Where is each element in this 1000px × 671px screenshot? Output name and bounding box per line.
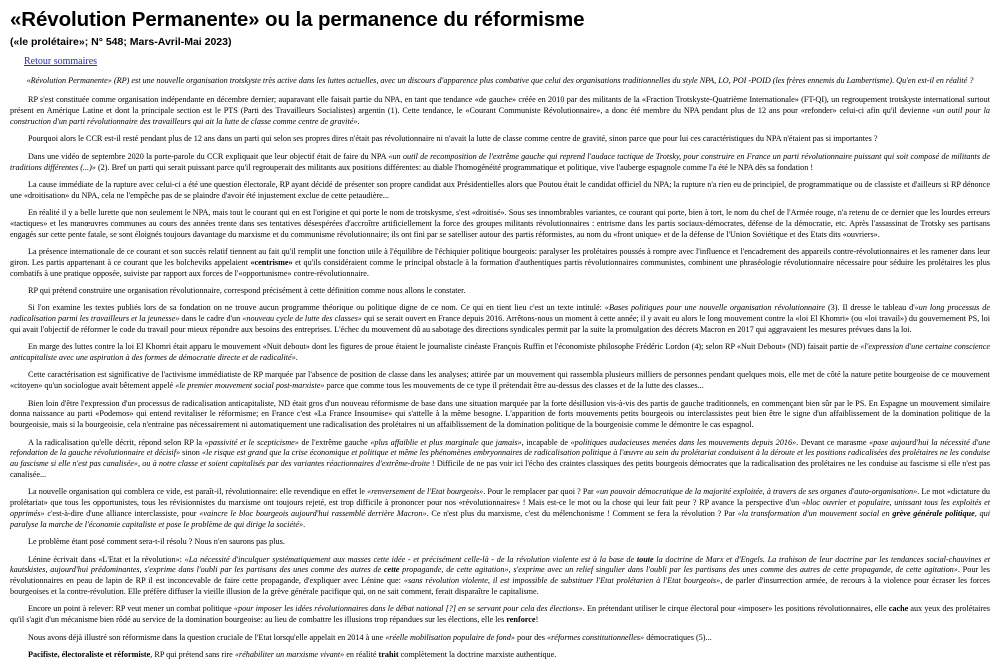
body-text: , de parler d'insurrection armée, de recours à la violence pour écraser les forces bourgeoises et la contre-révolution. Elle préfère diffuser la vieille illusion de la grève générale pacifique qui, on ne sait comment, ferait disparaître le capitalisme. — [10, 576, 990, 597]
body-text: Encore un point à relever: RP veut mener un combat politique — [28, 604, 234, 614]
par-caracterisation — [10, 370, 990, 392]
body-text: . Devant ce marasme — [796, 437, 870, 447]
par-centrisme — [10, 247, 990, 279]
quoted-italic-text: «l'expression d'une certaine conscience anticapitaliste avec une aspiration à des formes de démocratie directe et de radicalité» — [10, 342, 990, 363]
body-text: dans le cadre d'un — [179, 314, 243, 324]
body-text: Nous avons déjà illustré son réformisme dans la question cruciale de l'Etat lorsqu'elle appelait en 2014 à une — [28, 632, 386, 642]
par-conclusion — [10, 650, 990, 661]
par-fondation — [10, 95, 990, 127]
body-text: et qu'ils considéraient comme le principal obstacle à la formation d'authentiques partis révolutionnaires communistes, combinent une phraséologie révolutionnaire nécessaire pour séduire les prolétaires les plus combatifs à une pratique opposée, suiviste par rapport aux forces de l'«opportunisme» contre-révolutionnaire. — [10, 257, 990, 278]
back-to-index-link[interactable]: Retour sommaires — [24, 56, 98, 68]
body-text: démocratiques (5)... — [644, 632, 712, 642]
quoted-italic-text: «nouveau cycle de lutte des classes» — [242, 314, 362, 324]
quoted-italic-text: «politiques audacieuses menées dans les mouvements depuis 2016» — [570, 437, 797, 447]
article-body — [10, 95, 990, 660]
par-nuitdebout — [10, 342, 990, 364]
body-text: Dans une vidéo de septembre 2020 la porte-parole du CCR expliquait que leur objectif était de faire du NPA — [28, 151, 389, 161]
body-text: . Pour les révolutionnaires en peau de lapin de RP il est inconcevable de faire cette propagande, d'expliquer avec Lénine que: — [10, 565, 990, 586]
body-text: pour des — [514, 632, 548, 642]
body-text: . Le mot «dictature du prolétariat» que tous les opportunistes, tous les révisionnistes du marxisme ont toujours rejeté, est trop difficile à prononcer pour nos «révolutionnaires» ! Mais est-ce le mot ou la chose qui leur fait peur ? RP avance la perspective d'un — [10, 487, 991, 508]
body-text: Si l'on examine les textes publiés lors de sa fondation on ne trouve aucun programme théorique ou politique digne de ce nom. Ce qui en tient lieu c'est un texte intitulé: — [28, 303, 605, 313]
quoted-italic-text: «renversement de l'Etat bourgeois» — [367, 487, 484, 497]
quoted-italic-text: «pose aujourd'hui la nécessité d'une refondation de la gauche révolutionnaire et décisif» — [10, 437, 990, 458]
article-lead-paragraph: «Révolution Permanente» (RP) est une nouvelle organisation trotskyste très active dans les luttes actuelles, avec un discours d'apparence plus combative que celui des organisations traditionnelles du style NPA, LO, POI -POID (les frères ennemis du Lambertisme). Qu'en est-il en réalité ? — [26, 76, 974, 86]
par-textes — [10, 303, 990, 335]
body-text: , RP qui prétend sans rire — [150, 649, 235, 659]
quoted-italic-text: la doctrine de Marx et d'Engels. La trahison de leur doctrine par les tendances social-chauvines et kautskistes, aujourd'hui prédominantes, s'exprime dans l'oubli par les partisans des unes comme des autres de — [10, 554, 991, 575]
body-text: . — [357, 117, 360, 127]
emphasised-text: renforce — [506, 615, 536, 625]
quoted-italic-text: «Bases politiques pour une nouvelle organisation révolutionnaire — [604, 303, 826, 313]
body-text: de l'extrême gauche — [298, 437, 371, 447]
quoted-italic-text: «un outil de recomposition de l'extrême gauche qui reprend l'audace tactique de Trotsky, pour construire en France un parti révolutionnaire puissant qui soit composé de militants de traditions différentes (...)» — [10, 151, 990, 172]
body-text: qui se serait ouvert en France depuis 2016. Arrêtons-nous un moment à cette année; il y avait eu alors le long mouvement contre la «loi El Khomri» (ou «loi travail») du gouvernement PS, loi qui avait l'objectif de réformer le code du travail pour mieux répondre aux besoins des entreprises. L'échec du mouvement dû au sabotage des directions syndicales permit par la suite la promulgation des décrets Macron en 2017 qui aggravaient les mesures prévues dans la loi. — [10, 314, 990, 334]
quoted-italic-text: «plus affaiblie et plus marginale que jamais» — [370, 437, 522, 447]
body-text: (2). Bref un parti qui serait puissant parce qu'il regrouperait des militants aux positions différentes: au diable l'homogénéité programmatique et politique, vive l'auberge espagnole comme l'a été le NPA dès sa fondation ! — [95, 162, 814, 172]
body-text: aux yeux des prolétaires qu'il s'agit d'un mécanisme bien rôdé au service de la domination bourgeoise: au lieu de combattre les illusions trop répandues sur les élections, elle les — [10, 604, 990, 625]
body-text: En marge des luttes contre la loi El Khomri était apparu le mouvement «Nuit debout» dont les figures de proue étaient le journaliste cinéaste François Ruffin et l'économiste philosophe Frédéric Lordon (4); selon RP «Nuit Debout» (ND) faisait partie de — [28, 342, 861, 352]
body-text: La présence internationale de ce courant et son succès relatif tiennent au fait qu'il remplit une fonction utile à l'équilibre de l'échiquier politique bourgeois: paralyser les prolétaires poussés à rompre avec l'influence et l'encadrement des appareils contre-révolutionnaires et les ramener dans leur giron. Les partis appartenant à ce courant que les bolcheviks appelaient — [10, 247, 990, 267]
body-text: Le problème étant posé comment sera-t-il résolu ? Nous n'en saurons pas plus. — [28, 537, 285, 547]
quoted-italic-text: , qui paralyse la marche de l'économie capitaliste et pose le problème de qui dirige la société» — [10, 509, 990, 529]
quoted-italic-text: «sans révolution violente, il est impossible de substituer l'Etat prolétarien à l'Etat bourgeois» — [403, 576, 721, 586]
emphasised-italic-text: cette — [383, 565, 400, 575]
body-text: . Pour le remplacer par quoi ? Par — [483, 487, 596, 497]
par-definition — [10, 286, 990, 297]
body-text: ! — [535, 615, 539, 625]
body-text: Cette caractérisation est significative de l'activisme immédiatiste de RP marquée par l'absence de position de classe dans les analyses; attirée par un mouvement qui rassembla plusieurs milliers de personnes pendant quelques mois, elle met de côté la nature petite bourgeoise de ce mouvement «citoyen» qu'un sociologue avait bêtement appelé — [10, 370, 990, 391]
par-droitisation — [10, 208, 990, 240]
par-lenine — [10, 555, 990, 598]
back-link-container — [24, 51, 990, 69]
body-text: La nouvelle organisation qui comblera ce vide, est paraît-il, révolutionnaire: elle revendique en effet le — [28, 487, 368, 497]
body-text: (3). Il dresse le tableau d' — [825, 303, 915, 313]
body-text: La cause immédiate de la rupture avec celui-ci a été une question électorale, RP ayant décidé de présenter son propre candidat aux Présidentielles alors que Poutou était le candidat officiel du NPA; la rupture n'a rien eu de principiel, de programmatique ou de classiste et d'ailleurs si RP dénonce une «droitisation» du NPA, cela ne l'empêche pas de se plaindre d'avoir été injustement exclue de cette petaudière... — [10, 179, 990, 200]
body-text: RP s'est constituée comme organisation indépendante en décembre dernier; auparavant elle faisait partie du NPA, en tant que tendance «de gauche» créée en 2010 par des militants de la «Fraction Trotskyste-Quatrième Internationale» (FT-QI), un regroupement trotskyste international surtout présent en Amérique Latine et dont la principale section est le PTS (Parti des Travailleurs Socialistes) argentin (1). Cette tendance, le «Courant Communiste Révolutionnaire», a donc été membre du NPA pendant plus de 12 ans pour «refonder» celui-ci afin qu'il devienne — [10, 95, 990, 116]
page-title: «Révolution Permanente» ou la permanence du réformisme — [10, 8, 585, 31]
body-text: En réalité il y a belle lurette que non seulement le NPA, mais tout le courant qui en est l'origine et qui porte le nom de trotskysme, s'est «droitisé». Sous ses innombrables variantes, ce courant qui porte, bien à tort, le nom du chef de l'Armée rouge, n'a retenu de ce dernier que les lourdes erreurs «tactiques» et les manœuvres communes au cours des années trente dans ses tentatives désespérées d'accroître artificiellement la force des groupes militants révolutionnaires : entrisme dans les partis sociaux-démocrates, défense de la démocratie, etc. Après l'assassinat de Trotsky ses partisans engagés sur cette pente fatale, se sont éloignés toujours davantage du marxisme et du communisme révolutionnaire; ils ont fini par se satelliser autour des partis réformistes, au nom du «front unique» et de la défense de l'Union Soviétique et des Etats dits «ouvriers». — [10, 208, 990, 239]
body-text: en réalité — [344, 649, 379, 659]
par-pourquoi — [10, 134, 990, 145]
emphasised-text: cache — [888, 604, 909, 614]
par-radicalisation — [10, 438, 990, 481]
body-text: complètement la doctrine marxiste authentique. — [398, 649, 557, 659]
par-encore — [10, 604, 990, 626]
body-text: Bien loin d'être l'expression d'un processus de radicalisation anticapitaliste, ND était gros d'un nouveau réformisme de base dans une situation marquée par la forte désillusion vis-à-vis des partis de gauche traditionnels, en commençant bien sûr par le PS. En Espagne un mouvement similaire donna naissance au parti «Podemos» qui entend revitaliser le réformisme; en France c'est «La France Insoumise» qui s'attelle à la même besogne. L'apparition de forts mouvements petits bourgeois ou interclassistes peut bien être le signe d'un affaiblissement de la domination politique de la bourgeoisie, mais si la bourgeoisie, cela n'entraine pas nécessairement ni automatiquement une radicalisation des prolétaires ni un affaiblissement de la domination politique de la bourgeoisie comme le démontre le cas espagnol. — [10, 398, 990, 430]
body-text: . En prétendant utiliser le cirque électoral pour «imposer» les positions révolutionnaires, elle — [582, 604, 889, 614]
body-text: . — [303, 519, 306, 529]
body-text: RP qui prétend construire une organisation révolutionnaire, correspond précisément à cette définition comme nous allons le constater. — [28, 286, 466, 295]
body-text: A la radicalisation qu'elle décrit, répond selon RP la — [28, 437, 205, 447]
quoted-italic-text: «La nécessité d'inculquer systématiquement aux masses cette idée - et précisément celle-là - de la révolution violente est à la base de — [184, 554, 637, 564]
publication-reference: («le prolétaire»; N° 548; Mars-Avril-Mai 2023) — [10, 35, 232, 48]
body-text: parce que comme tous les mouvements de ce type il prétendait être au-dessus des classes et de la lutte des classes... — [324, 381, 704, 391]
emphasised-italic-text: toute — [636, 554, 654, 564]
emphasised-text: trahit — [378, 649, 399, 659]
par-rupture — [10, 180, 990, 202]
quoted-italic-text: propagande, de cette agitation», s'exprime avec un relief singulier dans l'oubli par les partisans des unes comme des autres de cette propagande, de cette agitation» — [399, 565, 958, 575]
body-text: Lénine écrivait dans «L'Etat et la révolution»: — [28, 554, 185, 564]
quoted-italic-text: «réformes constitutionnelles» — [547, 632, 645, 642]
quoted-italic-text: «vaincre le bloc bourgeois aujourd'hui rassemblé derrière Macron» — [199, 509, 427, 519]
body-text: ! Difficile de ne pas voir ici l'écho des craintes classiques des petits bourgeois démocrates que la radicalisation des prolétaires ne les conduise au fascisme si elle n'est pas canalisée... — [10, 459, 991, 480]
quoted-italic-text: «réelle mobilisation populaire de fond» — [385, 632, 515, 642]
par-nouvelle-org — [10, 487, 990, 530]
par-video — [10, 152, 990, 174]
quoted-italic-text: «bloc ouvrier et populaire, unissant tous les exploités et opprimés» — [10, 498, 990, 519]
par-bienloin — [10, 399, 990, 431]
quoted-italic-text: «le risque est grand que la crise économique et politique et même les phénomènes embryonnaires de radicalisation politique à l'œuvre au sein du prolétariat conduisent à la déroute et les positions radicalisées des prolétaires ne les conduise au fascisme si elle n'est pas canalisée», ou à notre classe et soient capitalisés par des variantes réactionnaires d'extrême-droite — [10, 448, 990, 469]
body-text: c'est-à-dire d'une alliance interclassiste, pour — [44, 509, 200, 519]
quoted-italic-text: «réhabiliter un marxisme vivant» — [234, 649, 345, 659]
body-text: . — [295, 353, 298, 363]
quoted-italic-text: «le premier mouvement social post-marxiste» — [175, 381, 325, 391]
body-text: Pourquoi alors le CCR est-il resté pendant plus de 12 ans dans un parti qui selon ses propres dires n'était pas révolutionnaire ni n'avait la lutte de classe comme centre de gravité, sinon parce que pour lui ces caractéristiques du NPA n'étaient pas si importantes ? — [28, 134, 878, 144]
quoted-italic-text: «un long processus de radicalisation parmi les travailleurs et la jeunesse» — [10, 303, 990, 324]
quoted-italic-text: «la transformation d'un mouvement social en — [737, 509, 893, 519]
body-text: . Ce n'est plus du marxisme, c'est du mélenchonisme ! Comment se fera la révolution ? Par — [426, 509, 738, 519]
body-text: sinon — [180, 448, 202, 458]
quoted-italic-text: «passivité et le scepticisme» — [204, 437, 299, 447]
quoted-italic-text: «un pouvoir démocratique de la majorité exploitée, à travers de ses organes d'auto-organisation» — [595, 487, 918, 497]
par-etat — [10, 633, 990, 644]
emphasised-italic-text: grève générale politique — [892, 509, 975, 519]
quoted-italic-text: «un outil pour la construction d'un parti révolutionnaire des travailleurs qui ait la lutte de classe comme centre de gravité» — [10, 106, 990, 127]
emphasised-text: «centrisme» — [250, 257, 293, 267]
quoted-italic-text: «pour imposer les idées révolutionnaires dans le débat national [?] en se servant pour cela des élections» — [233, 604, 583, 614]
body-text: , incapable de — [521, 437, 571, 447]
par-probleme — [10, 537, 990, 548]
emphasised-text: Pacifiste, électoraliste et réformiste — [28, 649, 151, 659]
